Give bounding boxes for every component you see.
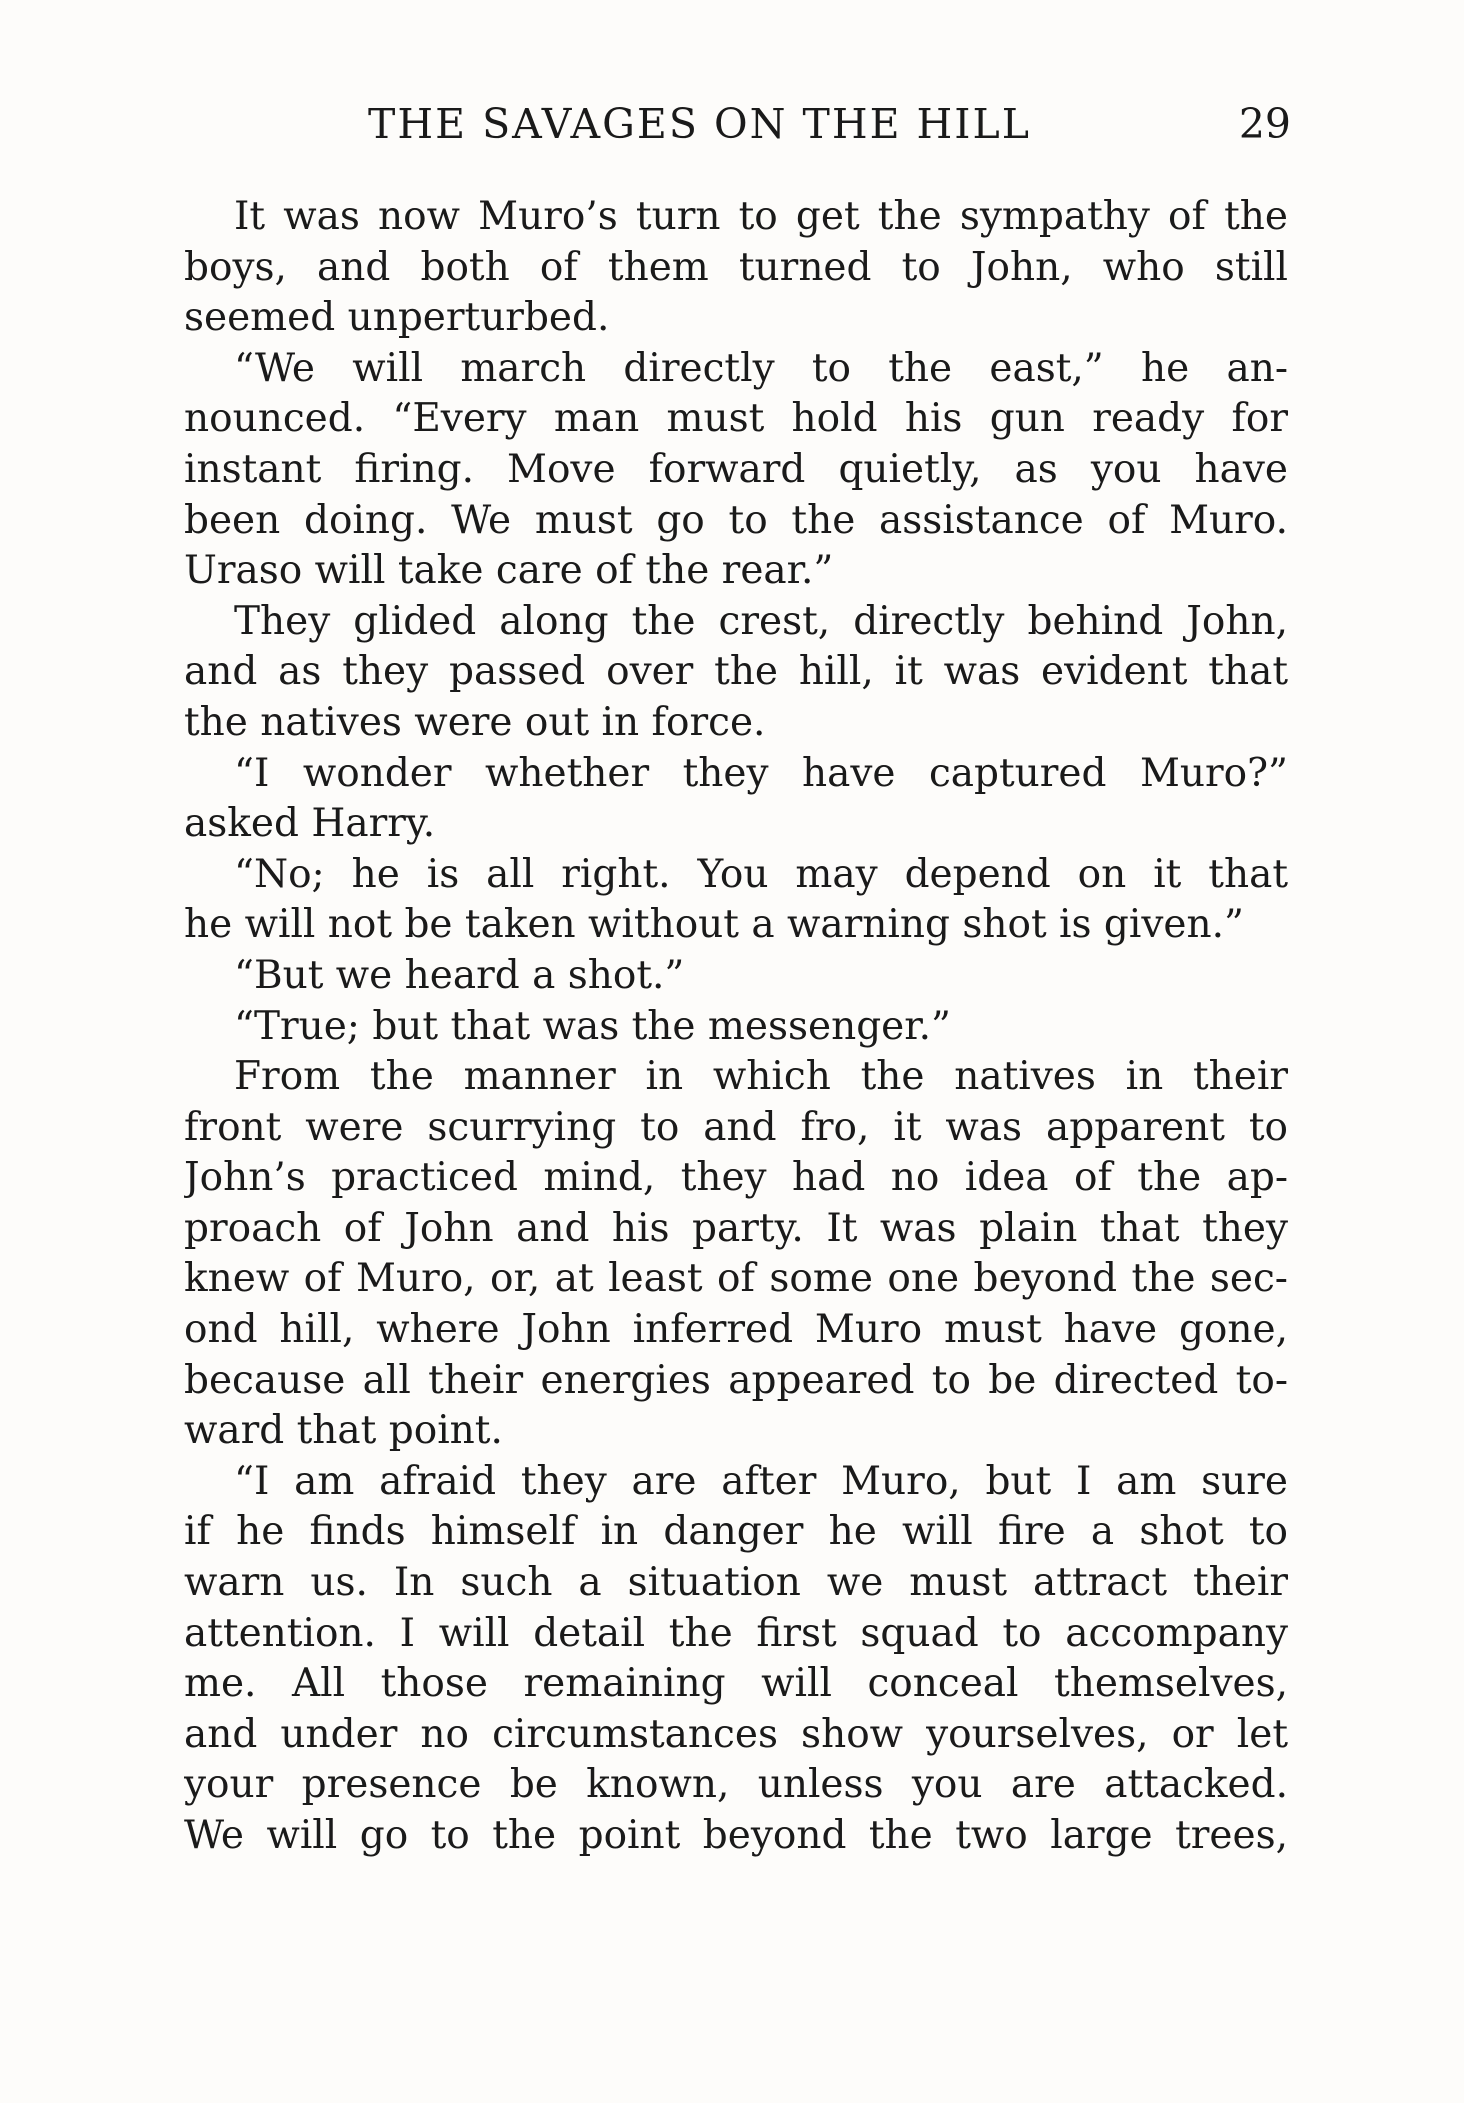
text-line: asked Harry.	[184, 801, 436, 847]
text-line: “No; he is all right. You may depend on it that	[234, 851, 1288, 897]
text-line: and as they passed over the hill, it was evident that	[184, 649, 1288, 695]
text-line: It was now Muro’s turn to get the sympathy of the	[234, 194, 1288, 239]
text-line: instant firing. Move forward quietly, as you have	[184, 446, 1288, 492]
running-title: THE SAVAGES ON THE HILL	[368, 100, 1031, 148]
text-line: boys, and both of them turned to John, who still	[184, 244, 1288, 290]
text-line: attention. I will detail the first squad to accompany	[184, 1610, 1288, 1656]
text-line: proach of John and his party. It was plain that they	[184, 1205, 1288, 1251]
text-line: ond hill, where John inferred Muro must have gone,	[184, 1307, 1288, 1353]
text-line: and under no circumstances show yourselves, or let	[184, 1711, 1288, 1757]
body-text	[184, 192, 1288, 1862]
text-line: he will not be taken without a warning shot is given.”	[184, 902, 1244, 948]
text-line: warn us. In such a situation we must attract their	[184, 1560, 1288, 1606]
text-line: Uraso will take care of the rear.”	[184, 548, 834, 594]
text-line: nounced. “Every man must hold his gun ready for	[184, 396, 1288, 442]
text-line: We will go to the point beyond the two large trees,	[184, 1813, 1288, 1858]
text-line: your presence be known, unless you are attacked.	[184, 1762, 1288, 1808]
text-line: From the manner in which the natives in their	[234, 1054, 1288, 1100]
text-line: They glided along the crest, directly behind John,	[234, 598, 1288, 644]
text-line: been doing. We must go to the assistance of Muro.	[184, 497, 1288, 543]
text-line: if he finds himself in danger he will fire a shot to	[184, 1509, 1288, 1555]
text-line: knew of Muro, or, at least of some one beyond the sec-	[184, 1256, 1288, 1302]
text-line: the natives were out in force.	[184, 699, 766, 745]
text-line: “I am afraid they are after Muro, but I am sure	[234, 1458, 1288, 1504]
text-line: “I wonder whether they have captured Muro?”	[234, 750, 1288, 796]
text-line: “We will march directly to the east,” he an-	[234, 345, 1288, 391]
text-line: front were scurrying to and fro, it was apparent to	[184, 1104, 1288, 1150]
text-line: because all their energies appeared to be directed to-	[184, 1357, 1288, 1403]
text-line: ward that point.	[184, 1408, 503, 1454]
text-line: John’s practiced mind, they had no idea of the ap-	[184, 1155, 1288, 1201]
text-line: seemed unperturbed.	[184, 295, 610, 341]
page-number: 29	[1238, 100, 1291, 148]
text-line: me. All those remaining will conceal themselves,	[184, 1661, 1288, 1707]
text-line: “True; but that was the messenger.”	[234, 1003, 951, 1049]
page-header	[368, 94, 1291, 154]
text-line: “But we heard a shot.”	[234, 952, 685, 998]
